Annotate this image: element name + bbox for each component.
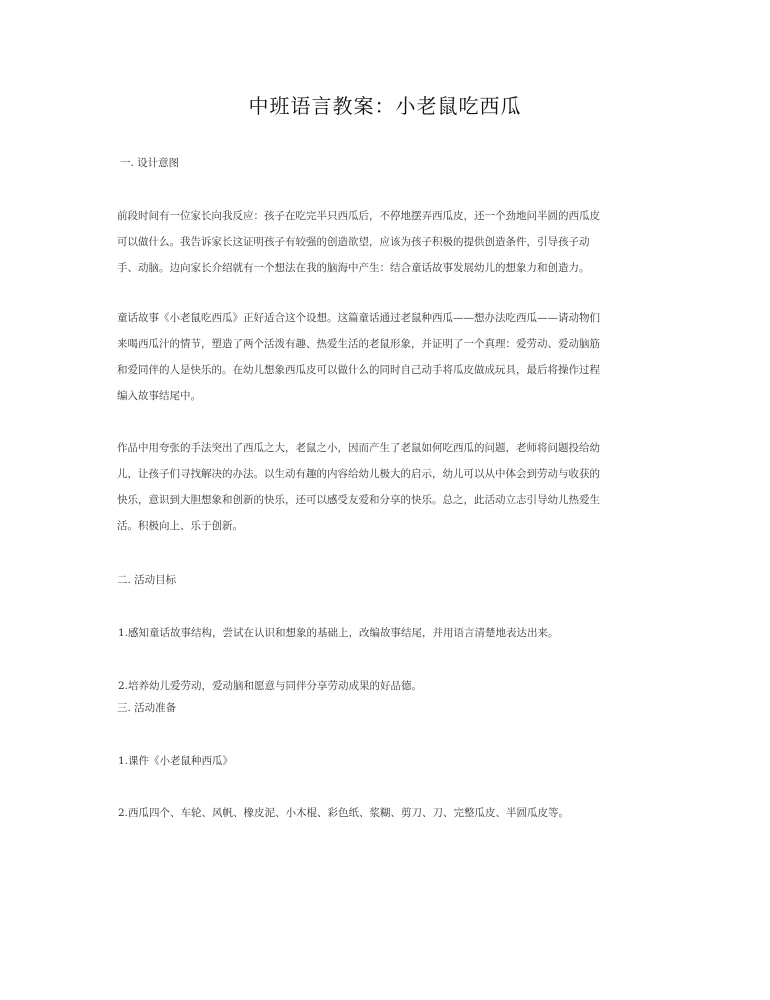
goal-item-1: 1.感知童话故事结构，尝试在认识和想象的基础上，改编故事结尾，并用语言清楚地表达出来。	[118, 627, 559, 639]
paragraph-line: 快乐，意识到大胆想象和创新的快乐，还可以感受友爱和分享的快乐。总之，此活动立志引导幼儿热爱生	[117, 494, 600, 506]
paragraph-line: 编入故事结尾中。	[117, 390, 201, 402]
section-heading-activity-goals: 二. 活动目标	[117, 574, 177, 586]
paragraph-line: 作品中用夸张的手法突出了西瓜之大，老鼠之小，因而产生了老鼠如何吃西瓜的问题，老师将问题投给幼	[117, 442, 600, 454]
prep-item-2: 2.西瓜四个、车轮、风帆、橡皮泥、小木棍、彩色纸、浆糊、剪刀、刀、完整瓜皮、半圆瓜皮等。	[118, 807, 570, 819]
prep-item-1: 1.课件《小老鼠种西瓜》	[118, 755, 234, 767]
paragraph-line: 和爱同伴的人是快乐的。在幼儿想象西瓜皮可以做什么的同时自己动手将瓜皮做成玩具，最后将操作过程	[117, 364, 600, 376]
paragraph-line: 来喝西瓜汁的情节，塑造了两个活泼有趣、热爱生活的老鼠形象，并证明了一个真理：爱劳动、爱动脑筋	[117, 338, 600, 350]
paragraph-line: 前段时间有一位家长向我反应：孩子在吃完半只西瓜后，不停地摆弄西瓜皮，还一个劲地问半圆的西瓜皮	[117, 210, 600, 222]
paragraph-line: 可以做什么。我告诉家长这证明孩子有较强的创造欲望，应该为孩子积极的提供创造条件，引导孩子动	[117, 236, 590, 248]
paragraph-line: 手、动脑。边向家长介绍就有一个想法在我的脑海中产生：结合童话故事发展幼儿的想象力和创造力。	[117, 262, 590, 274]
paragraph-line: 儿，让孩子们寻找解决的办法。以生动有趣的内容给幼儿极大的启示，幼儿可以从中体会到劳动与收获的	[117, 468, 600, 480]
document-title: 中班语言教案：小老鼠吃西瓜	[248, 94, 522, 118]
section-heading-design-intent: 一. 设计意图	[120, 157, 180, 169]
section-heading-activity-preparation: 三. 活动准备	[117, 702, 177, 714]
goal-item-2: 2.培养幼儿爱劳动，爱动脑和愿意与同伴分享劳动成果的好品德。	[118, 680, 423, 692]
paragraph-line: 童话故事《小老鼠吃西瓜》正好适合这个设想。这篇童话通过老鼠种西瓜——想办法吃西瓜——请动物们	[117, 312, 600, 324]
paragraph-line: 活。积极向上、乐于创新。	[117, 520, 243, 532]
